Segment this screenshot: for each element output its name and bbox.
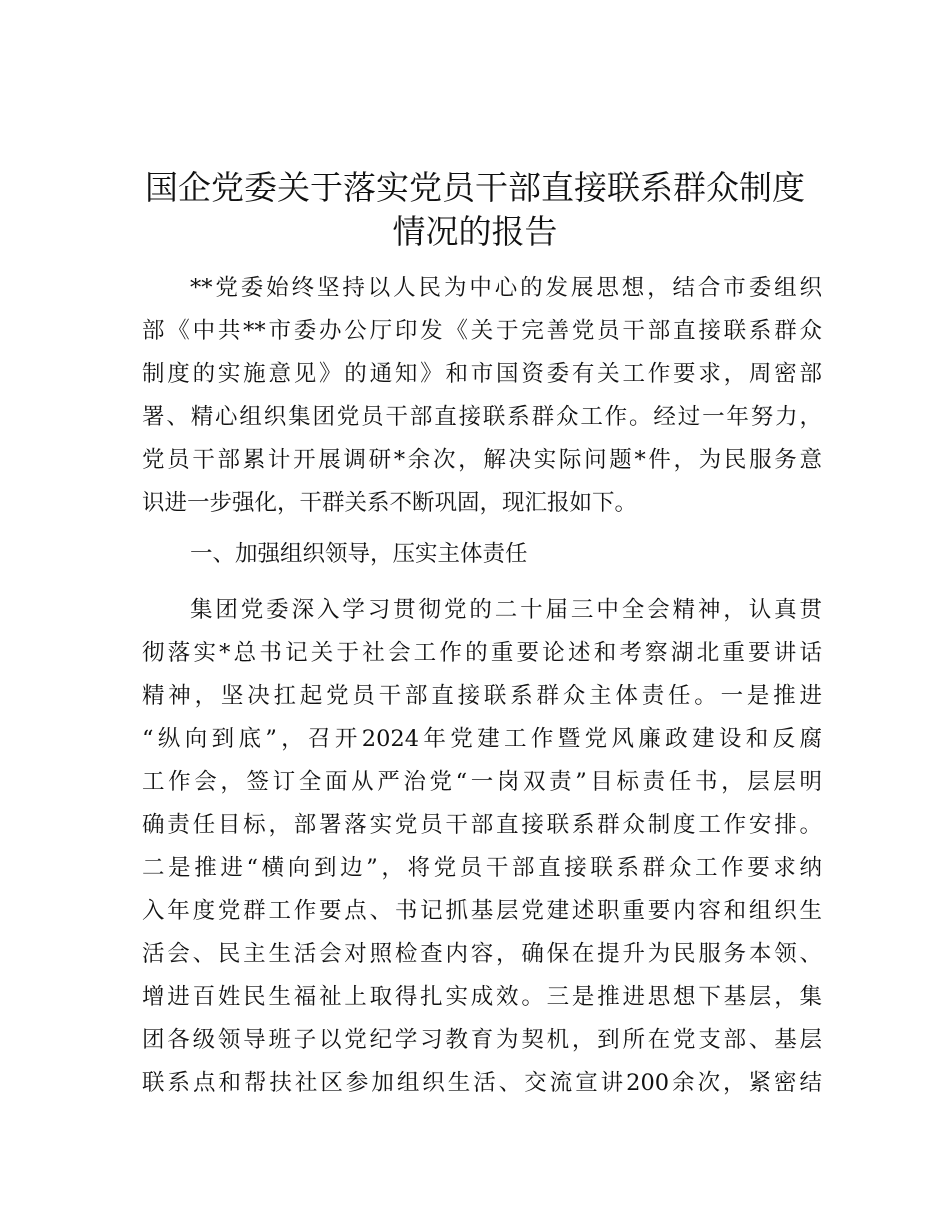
section-1-line-11: 团各级领导班子以党纪学习教育为契机，到所在党支部、基层 (142, 1027, 822, 1053)
section-1-line-10: 增进百姓民生福祉上取得扎实成效。三是推进思想下基层，集 (142, 984, 822, 1010)
intro-line-2: 部《中共**市委办公厅印发《关于完善党员干部直接联系群众 (142, 318, 822, 344)
intro-line-6: 识进一步强化，干群关系不断巩固，现汇报如下。 (142, 490, 638, 516)
section-1-line-8: 入年度党群工作要点、书记抓基层党建述职重要内容和组织生 (142, 898, 822, 924)
intro-line-3: 制度的实施意见》的通知》和市国资委有关工作要求，周密部 (142, 361, 822, 387)
section-1-line-6: 确责任目标，部署落实党员干部直接联系群众制度工作安排。 (142, 812, 822, 838)
section-1-line-7: 二是推进“横向到边”，将党员干部直接联系群众工作要求纳 (142, 855, 822, 881)
section-1-line-5: 工作会，签订全面从严治党“一岗双责”目标责任书，层层明 (142, 769, 822, 795)
section-1-heading: 一、加强组织领导，压实主体责任 (190, 541, 528, 567)
intro-line-5: 党员干部累计开展调研*余次，解决实际问题*件，为民服务意 (142, 447, 822, 473)
section-1-line-4: “纵向到底”，召开2024年党建工作暨党风廉政建设和反腐 (142, 726, 822, 752)
section-1-line-3: 精神，坚决扛起党员干部直接联系群众主体责任。一是推进 (142, 683, 822, 709)
section-1-line-9: 活会、民主生活会对照检查内容，确保在提升为民服务本领、 (142, 941, 822, 967)
intro-line-1: **党委始终坚持以人民为中心的发展思想，结合市委组织 (190, 275, 822, 301)
section-1-line-1: 集团党委深入学习贯彻党的二十届三中全会精神，认真贯 (190, 597, 822, 623)
section-1-line-2: 彻落实*总书记关于社会工作的重要论述和考察湖北重要讲话 (142, 640, 822, 666)
document-title-line-2: 情况的报告 (392, 212, 558, 251)
section-1-line-12: 联系点和帮扶社区参加组织生活、交流宣讲200余次，紧密结 (142, 1070, 822, 1096)
intro-line-4: 署、精心组织集团党员干部直接联系群众工作。经过一年努力， (142, 404, 822, 430)
document-title-line-1: 国企党委关于落实党员干部直接联系群众制度 (145, 168, 805, 207)
